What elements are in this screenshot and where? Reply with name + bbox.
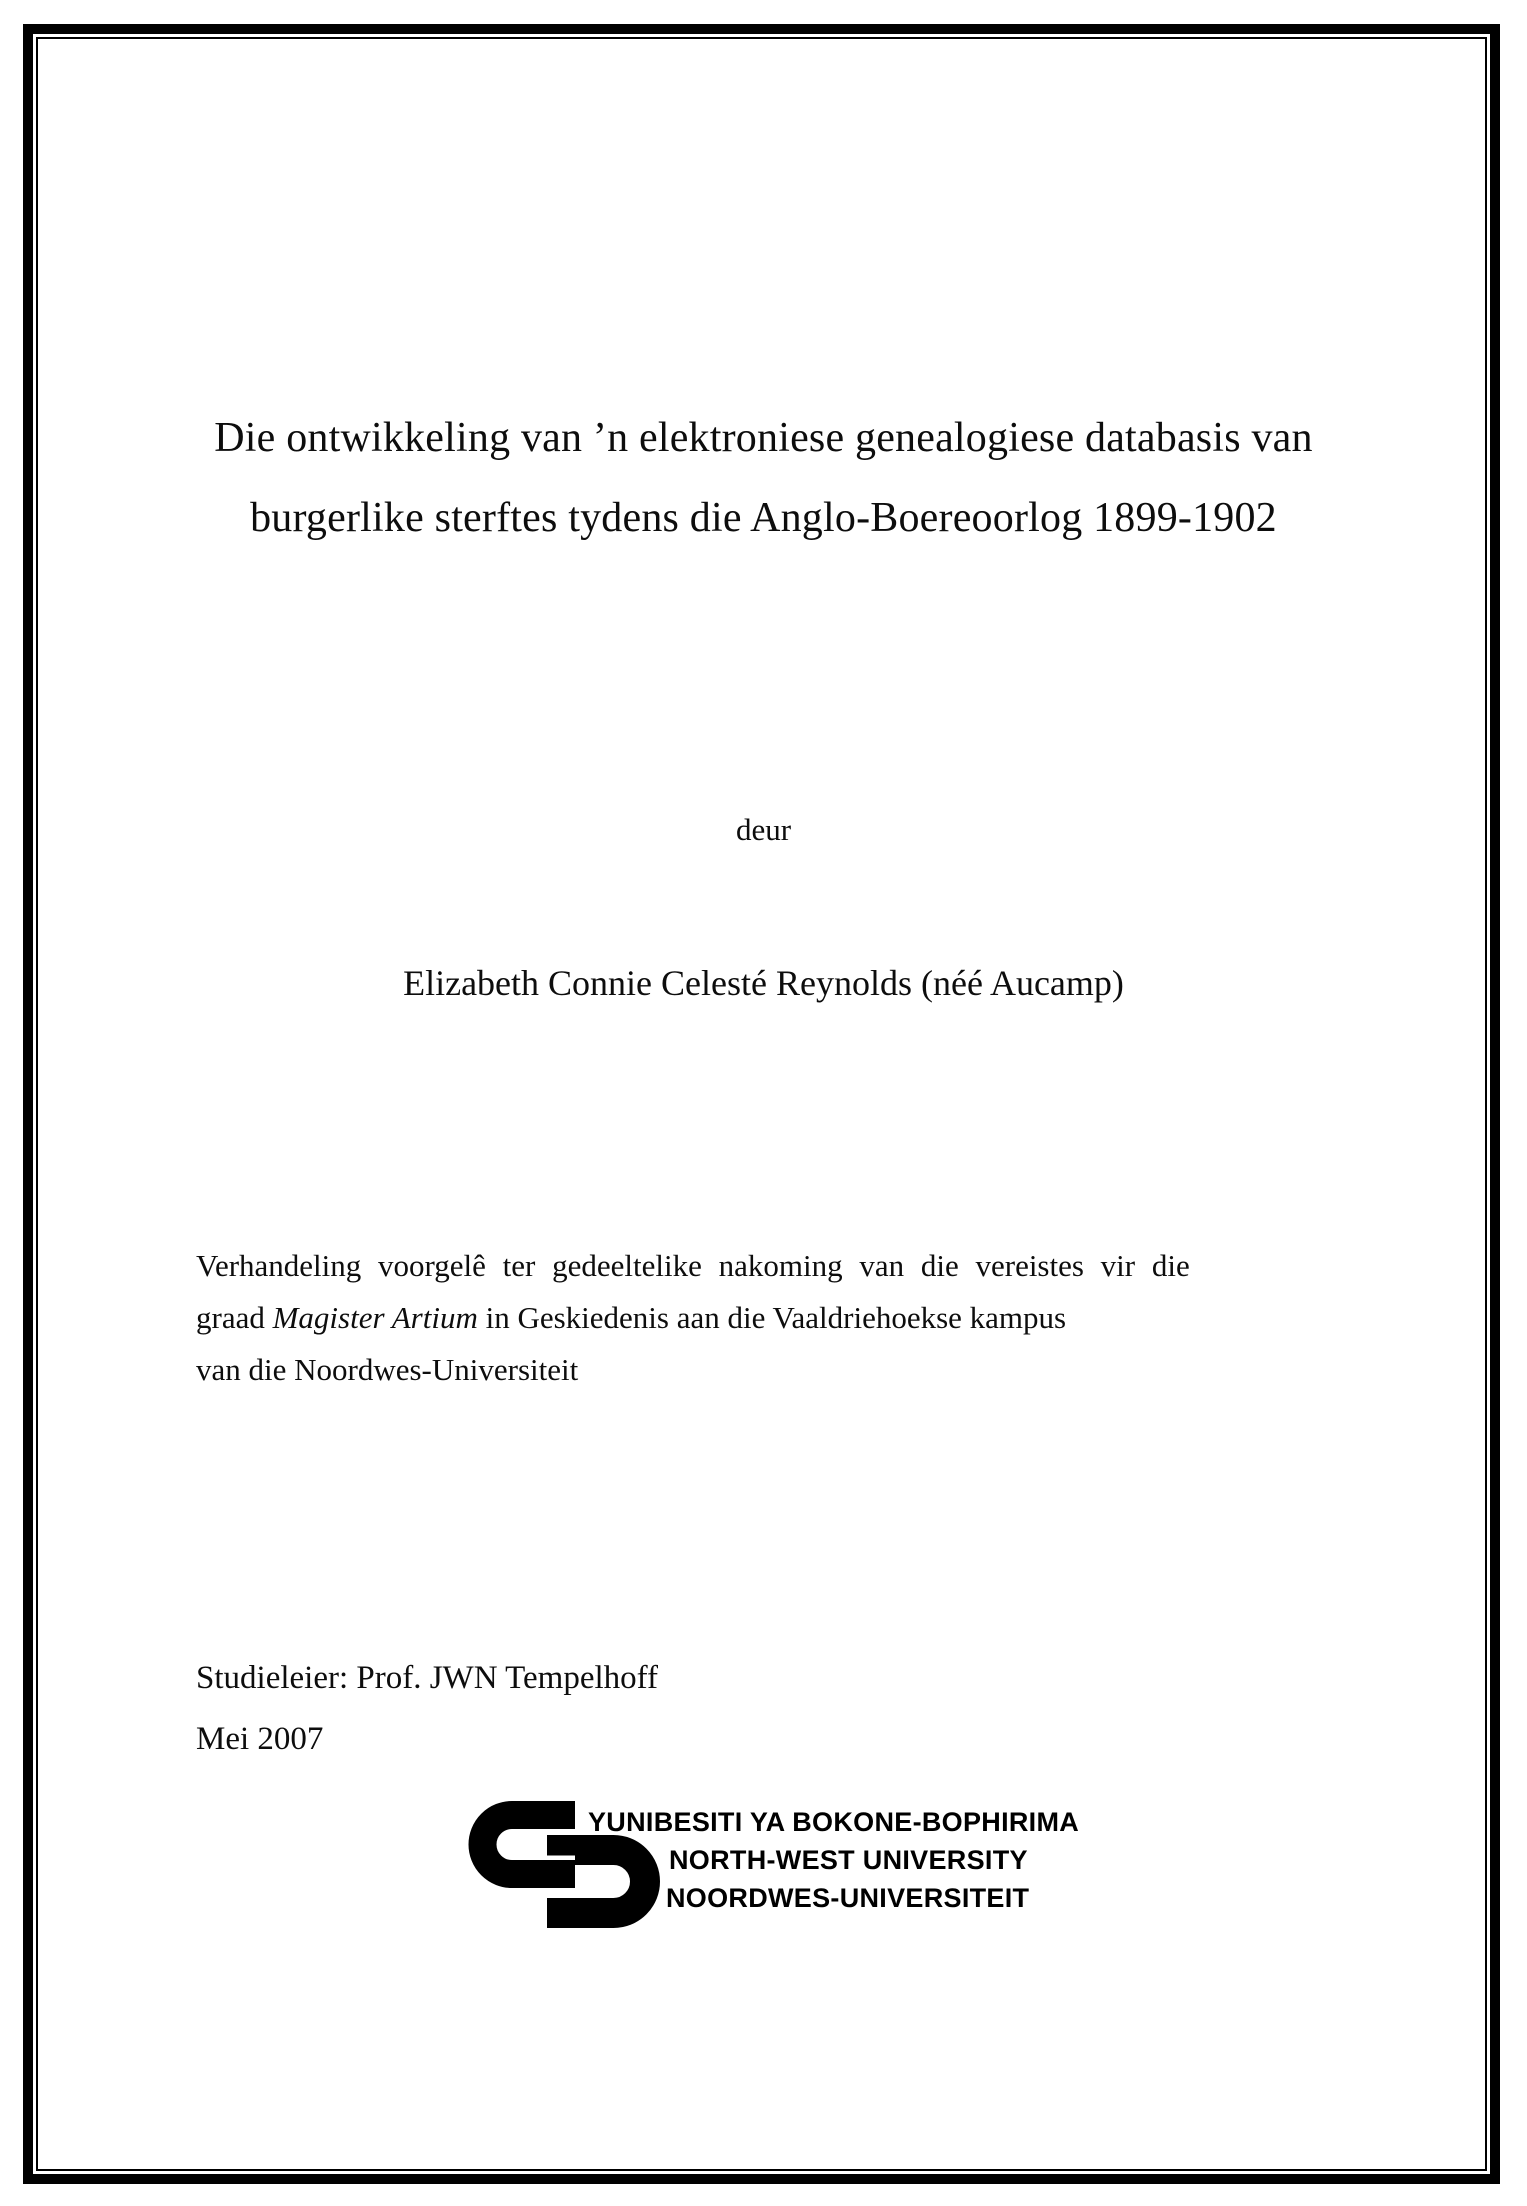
declaration-line-2-post: in Geskiedenis aan die Vaaldriehoekse kampus bbox=[477, 1300, 1067, 1335]
nwu-wordmark-english: NORTH-WEST UNIVERSITY bbox=[669, 1845, 1028, 1875]
nwu-wordmark bbox=[588, 1803, 1108, 1917]
thesis-title-line-2: burgerlike sterftes tydens die Anglo-Boereoorlog 1899-1902 bbox=[250, 495, 1277, 541]
byline-label: deur bbox=[735, 812, 792, 847]
declaration-line-2 bbox=[196, 1292, 1336, 1344]
thesis-title-line-1: Die ontwikkeling van ’n elektroniese genealogiese databasis van bbox=[214, 415, 1313, 461]
north-west-university-logo bbox=[465, 1795, 1115, 1940]
thesis-title bbox=[120, 398, 1407, 558]
degree-declaration bbox=[196, 1240, 1336, 1396]
declaration-line-3: van die Noordwes-Universiteit bbox=[196, 1352, 579, 1387]
nwu-wordmark-afrikaans: NOORDWES-UNIVERSITEIT bbox=[666, 1883, 1030, 1913]
supervisor-line: Studieleier: Prof. JWN Tempelhoff bbox=[196, 1660, 659, 1696]
author-name: Elizabeth Connie Celesté Reynolds (néé Aucamp) bbox=[403, 963, 1124, 1003]
date-line: Mei 2007 bbox=[196, 1721, 324, 1757]
declaration-line-2-pre: graad bbox=[196, 1300, 273, 1335]
nwu-wordmark-setswana: YUNIBESITI YA BOKONE-BOPHIRIMA bbox=[588, 1807, 1080, 1837]
degree-name-italic: Magister Artium bbox=[272, 1300, 478, 1335]
supervisor-and-date bbox=[196, 1648, 1096, 1770]
declaration-line-1: Verhandeling voorgelê ter gedeeltelike nakoming van die vereistes vir die bbox=[196, 1248, 1190, 1283]
